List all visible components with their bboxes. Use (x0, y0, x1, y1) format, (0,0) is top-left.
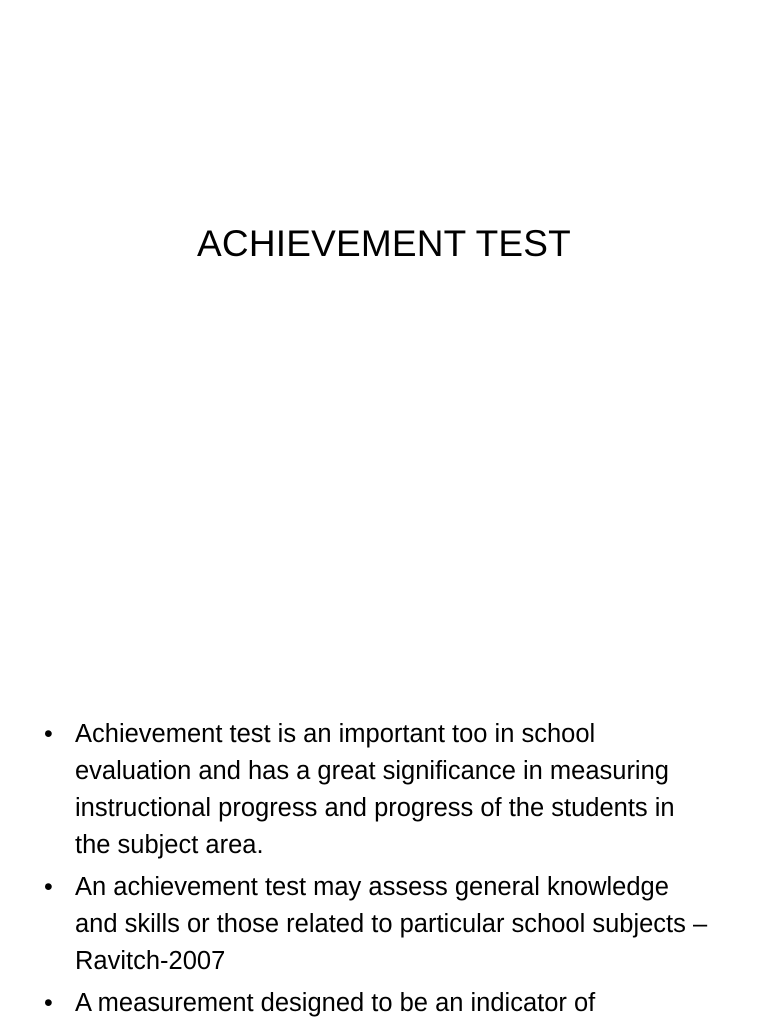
slide-title: ACHIEVEMENT TEST (197, 223, 571, 264)
bullet-text: A measurement designed to be an indicator of (75, 989, 596, 1017)
bullet-item (0, 716, 768, 864)
bullet-dot-icon: • (44, 720, 53, 748)
bullet-item (0, 985, 768, 1022)
bullet-dot-icon: • (44, 989, 53, 1017)
bullet-text: Achievement test is an important too in school evaluation and has a great significance in measuring instructional progress and progress of the students in the subject area. (75, 720, 675, 859)
bullet-item (0, 869, 768, 980)
bullet-list (0, 716, 768, 1024)
bullet-text: An achievement test may assess general knowledge and skills or those related to particular school subjects – Ravitch-2007 (75, 873, 708, 975)
bullet-dot-icon: • (44, 873, 53, 901)
